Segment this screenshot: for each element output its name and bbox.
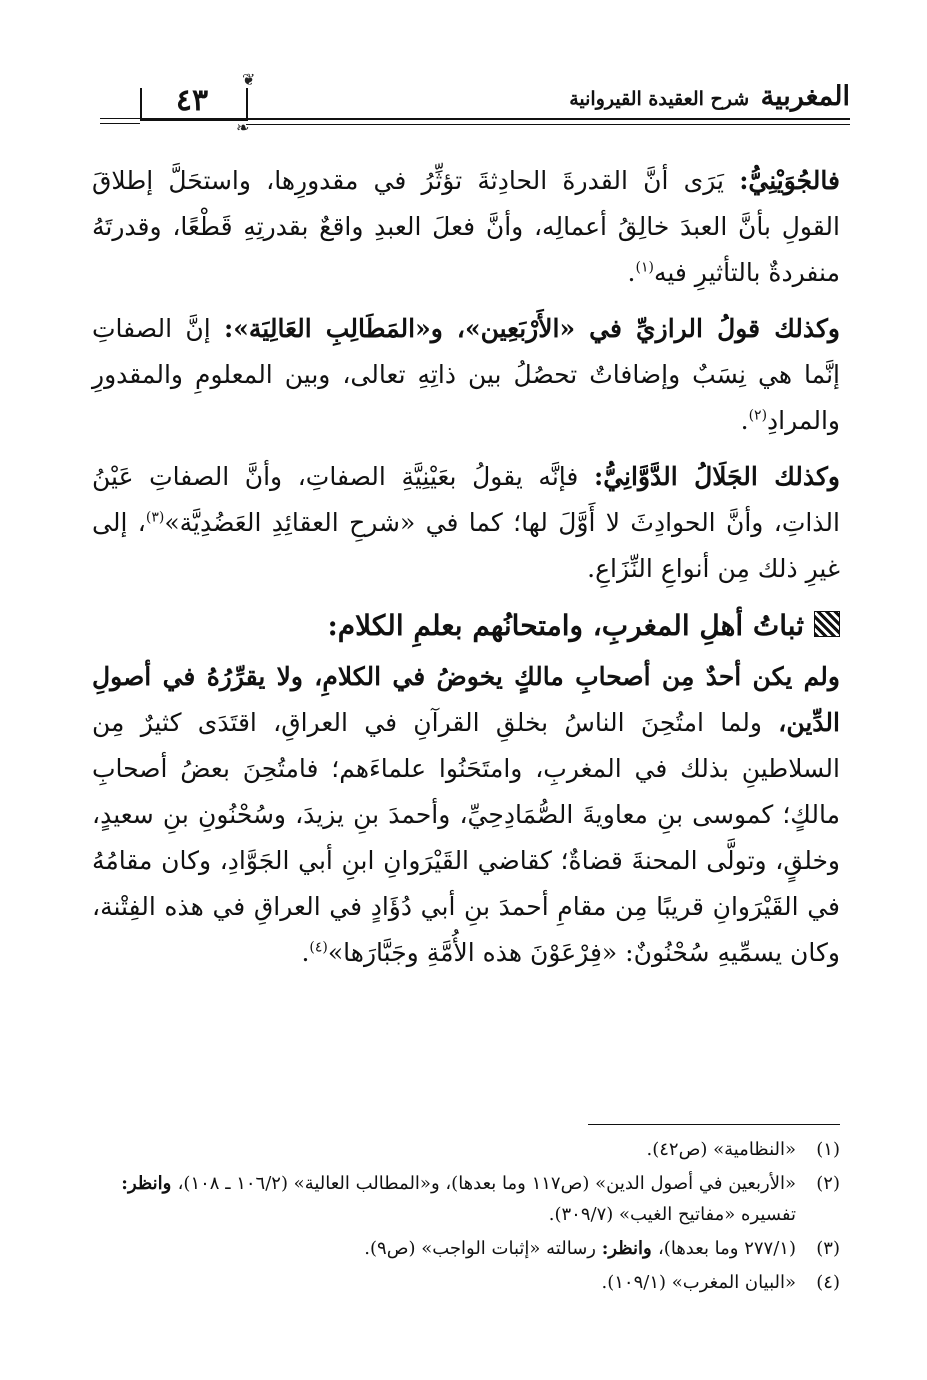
header-rule-left-bottom	[100, 123, 140, 124]
header-rule-main-thin	[246, 124, 850, 125]
running-header	[100, 70, 850, 138]
book-subtitle: شرح العقيدة القيروانية	[569, 88, 750, 110]
footnote-body: «الأربعين في أصول الدين» (ص١١٧ وما بعدها)، و«المطالب العالية» (١٠٦/٢ ـ ١٠٨)،	[177, 1173, 796, 1194]
main-text	[92, 158, 840, 986]
footnote-item	[120, 1233, 840, 1264]
footnote-ref[interactable]: (١)	[635, 259, 654, 276]
footnote-see-also: وانظر:	[121, 1173, 178, 1194]
footnote-item	[120, 1134, 840, 1165]
flourish-ornament-icon: ❧	[236, 118, 250, 137]
footnote-number: (٢)	[816, 1173, 840, 1194]
footnote-body: (٢٧٧/١ وما بعدها)،	[658, 1238, 796, 1259]
paragraph-lead: وكذلك قولُ الرازيِّ في «الأَرْبَعِين»، و«المَطَالِبِ العَالِيَة»:	[224, 314, 840, 343]
footnote-ref[interactable]: (٤)	[309, 939, 328, 956]
footnote-item	[120, 1168, 840, 1230]
footnote-number: (٣)	[816, 1238, 840, 1259]
footnote-body: «النظامية» (ص٤٢).	[646, 1139, 796, 1160]
footnote-body: «البيان المغرب» (١٠٩/١).	[601, 1272, 796, 1293]
footnote-item	[120, 1267, 840, 1298]
paragraph-tail: .	[301, 938, 310, 967]
paragraph-tail: .	[627, 258, 636, 287]
footnote-separator	[588, 1124, 840, 1125]
book-title-main: المغربية	[760, 81, 850, 112]
book-title	[569, 82, 850, 114]
footnote-see-also: وانظر:	[601, 1238, 658, 1259]
footnotes	[120, 1134, 840, 1301]
paragraph-tail: ، إلى غيرِ ذلك مِن أنواعِ النِّزَاعِ.	[92, 508, 840, 583]
header-rule-left-top	[100, 118, 140, 119]
header-rule-main	[246, 118, 850, 120]
paragraph-lead: ولم يكن أحدٌ مِن أصحابِ مالكٍ يخوضُ في الكلامِ، ولا يقرِّرُهُ في أصولِ الدِّين،	[92, 662, 840, 737]
paragraph-lead: فالجُوَيْنِيُّ:	[739, 166, 840, 195]
section-heading	[92, 602, 840, 650]
footnote-rest: رسالته «إثبات الواجب» (ص٩).	[364, 1238, 602, 1259]
page-number: ٤٣	[175, 83, 209, 118]
paragraph-text: إنَّ الصفاتِ إنَّما هي نِسَبٌ وإضافاتٌ تحصُلُ بين ذاتِهِ تعالى، وبين المعلومِ والمقدورِ والمرادِ	[92, 314, 840, 435]
footnote-ref[interactable]: (٣)	[145, 509, 165, 526]
footnote-ref[interactable]: (٢)	[748, 407, 768, 424]
footnote-text	[120, 1134, 796, 1165]
paragraph-tail: .	[740, 406, 749, 435]
section-marker-icon	[814, 611, 840, 637]
section-heading-text: ثباتُ أهلِ المغربِ، وامتحانُهم بعلمِ الكلام:	[327, 609, 804, 642]
paragraph-text: فإنَّه يقولُ بعَيْنِيَّةِ الصفاتِ، وأنَّ الصفاتِ عَيْنُ الذاتِ، وأنَّ الحوادِثَ لا أَوَّلَ لها؛ كما في «شرحِ العقائِدِ العَضُدِيَّة»	[92, 462, 840, 537]
footnote-rest: تفسيره «مفاتيح الغيب» (٣٠٩/٧).	[548, 1204, 796, 1225]
paragraph-juwayni	[92, 158, 840, 296]
paragraph-text: يَرَى أنَّ القدرةَ الحادِثةَ تؤثِّرُ في مقدورِها، واستحَلَّ إطلاقَ القولِ بأنَّ العبدَ خالِقُ أعمالِه، وأنَّ فعلَ العبدِ واقعٌ بقدرتِهِ قَطْعًا، وقدرتَهُ منفردةٌ بالتأثيرِ فيه	[92, 166, 840, 287]
paragraph-razi	[92, 306, 840, 444]
paragraph-section	[92, 654, 840, 976]
footnote-number: (٤)	[816, 1272, 840, 1293]
flourish-ornament-icon: ❦	[242, 70, 256, 89]
footnote-text	[120, 1233, 796, 1264]
footnote-number: (١)	[816, 1139, 840, 1160]
paragraph-lead: وكذلك الجَلَالُ الدَّوَّانِيُّ:	[593, 462, 840, 491]
footnote-text	[120, 1267, 796, 1298]
footnote-text	[120, 1168, 796, 1230]
paragraph-dawwani	[92, 454, 840, 592]
paragraph-text: ولما امتُحِنَ الناسُ بخلقِ القرآنِ في العراقِ، اقتَدَى كثيرٌ مِن السلاطينِ بذلك في المغربِ، وامتَحَنُوا علماءَهم؛ فامتُحِنَ بعضُ أصحابِ مالكٍ؛ كموسى بنِ معاويةَ الصُّمَادِحِيِّ، وأحمدَ بنِ يزيدَ، وسُحْنُونِ بنِ سعيدٍ، وخلقٍ، وتولَّى المحنةَ قضاةٌ؛ كقاضي القَيْرَوانِ ابنِ أبي الجَوَّادِ، وكان مقامُهُ في القَيْرَوانِ قريبًا مِن مقامِ أحمدَ بنِ أبي دُؤَادٍ في العراقِ في هذه الفِتْنة، وكان يسمِّيهِ سُحْنُونٌ: «فِرْعَوْنَ هذه الأُمَّةِ وجَبَّارَها»	[92, 708, 840, 967]
